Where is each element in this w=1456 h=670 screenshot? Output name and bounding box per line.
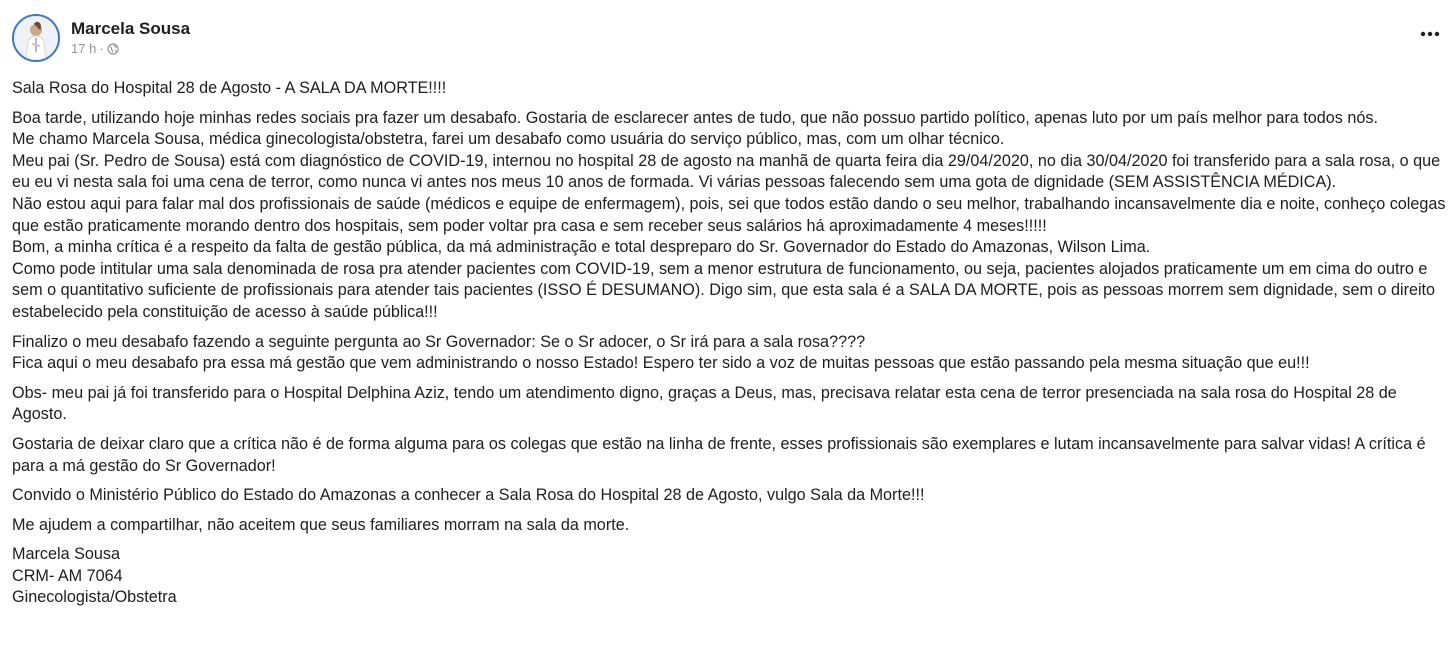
post-body	[12, 78, 1448, 617]
paragraph-line: Finalizo o meu desabafo fazendo a seguinte pergunta ao Sr Governador: Se o Sr adocer, o Sr irá para a sala rosa????	[12, 332, 866, 351]
post-paragraph-4: Gostaria de deixar claro que a crítica não é de forma alguma para os colegas que estão na linha de frente, esses profissionais são exemplares e lutam incansavelmente para salvar vidas! A crítica é para a má gestão do Sr Governador!	[12, 434, 1426, 475]
paragraph-line: Fica aqui o meu desabafo pra essa má gestão que vem administrando o nosso Estado! Espero ter sido a voz de muitas pessoas que estão passando pela mesma situação que eu!!!	[12, 354, 1310, 373]
more-options-icon[interactable]	[1418, 24, 1442, 44]
signature-name: Marcela Sousa	[12, 545, 120, 564]
post-paragraph-3: Obs- meu pai já foi transferido para o Hospital Delphina Aziz, tendo um atendimento digno, graças a Deus, mas, precisava relatar esta cena de terror presenciada na sala rosa do Hospital 28 de Agosto.	[12, 383, 1397, 424]
post-paragraph-6: Me ajudem a compartilhar, não aceitem que seus familiares morram na sala da morte.	[12, 515, 630, 534]
paragraph-line: Não estou aqui para falar mal dos profissionais de saúde (médicos e equipe de enfermagem), pois, sei que todos estão dando o seu melhor, trabalhando incansavelmente dia e noite, conheço colegas que estão praticamente morando dentro dos hospitais, sem poder voltar pra casa e sem receber seus salários há aproximadamente 4 meses!!!!!	[12, 194, 1446, 235]
paragraph-line: Meu pai (Sr. Pedro de Sousa) está com diagnóstico de COVID-19, internou no hospital 28 de agosto na manhã de quarta feira dia 29/04/2020, no dia 30/04/2020 foi transferido para a sala rosa, o que eu eu vi nesta sala foi uma cena de terror, como nunca vi antes nos meus 10 anos de formada. Vi várias pessoas falecendo sem uma gota de dignidade (SEM ASSISTÊNCIA MÉDICA).	[12, 151, 1441, 192]
paragraph-line: Boa tarde, utilizando hoje minhas redes sociais pra fazer um desabafo. Gostaria de esclarecer antes de tudo, que não possuo partido político, apenas luto por um país melhor para todos nós.	[12, 108, 1378, 127]
globe-icon[interactable]	[107, 43, 119, 55]
post-signature	[12, 544, 1448, 609]
post-title: Sala Rosa do Hospital 28 de Agosto - A SALA DA MORTE!!!!	[12, 79, 447, 97]
signature-specialty: Ginecologista/Obstetra	[12, 588, 177, 607]
post-paragraph-2	[12, 332, 1448, 375]
author-name[interactable]: Marcela Sousa	[71, 19, 191, 38]
paragraph-line: Como pode intitular uma sala denominada de rosa pra atender pacientes com COVID-19, sem a menor estrutura de funcionamento, ou seja, pacientes alojados praticamente um em cima do outro e sem o quantitativo suficiente de profissionais para atender tais pacientes (ISSO É DESUMANO). Digo sim, que esta sala é a SALA DA MORTE, pois as pessoas morrem sem dignidade, sem o direito estabelecido pela constituição de acesso à saúde pública!!!	[12, 259, 1436, 321]
avatar-image	[14, 16, 58, 60]
avatar[interactable]	[12, 14, 60, 62]
meta-separator: ·	[99, 41, 104, 56]
post-paragraph-1	[12, 108, 1448, 324]
post-paragraph-5: Convido o Ministério Público do Estado do Amazonas a conhecer a Sala Rosa do Hospital 28 de Agosto, vulgo Sala da Morte!!!	[12, 486, 925, 505]
paragraph-line: Me chamo Marcela Sousa, médica ginecologista/obstetra, farei um desabafo como usuária do serviço público, mas, com um olhar técnico.	[12, 130, 1005, 149]
post-meta	[71, 41, 119, 57]
post-timestamp[interactable]: 17 h	[71, 41, 97, 56]
signature-crm: CRM- AM 7064	[12, 566, 123, 585]
paragraph-line: Bom, a minha crítica é a respeito da falta de gestão pública, da má administração e total despreparo do Sr. Governador do Estado do Amazonas, Wilson Lima.	[12, 238, 1151, 257]
